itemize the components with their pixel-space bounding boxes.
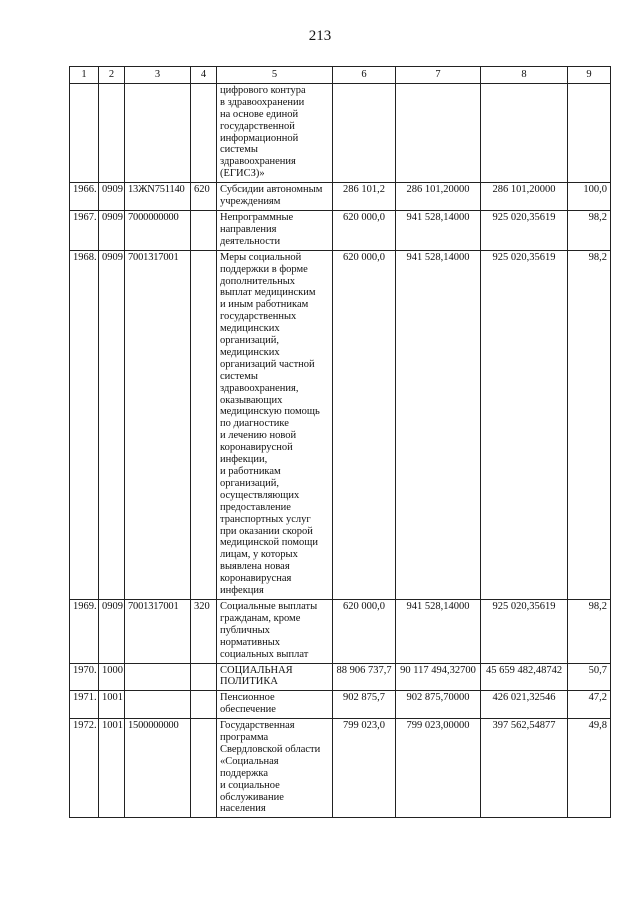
- item-name-line: дополнительных: [220, 275, 296, 287]
- item-name-line: и социальное: [220, 779, 280, 791]
- header-row: [70, 67, 611, 84]
- executed-amount: 925 020,35619: [481, 599, 568, 663]
- row-number: 1968.: [70, 250, 99, 599]
- expense-type-code: 320: [191, 599, 217, 663]
- executed-amount: 286 101,20000: [481, 183, 568, 211]
- item-name-line: выявлена новая: [220, 561, 290, 573]
- item-name: [217, 250, 333, 599]
- section-code: 0909: [99, 250, 125, 599]
- revised-amount: 286 101,20000: [396, 183, 481, 211]
- header-col-8: 8: [481, 67, 568, 84]
- revised-amount: 902 875,70000: [396, 691, 481, 719]
- item-name-line: медицинскую помощь: [220, 406, 320, 418]
- revised-amount: [396, 83, 481, 182]
- revised-amount: 90 117 494,32700: [396, 663, 481, 691]
- item-name-line: организаций частной: [220, 358, 315, 370]
- execution-percent: 49,8: [568, 719, 611, 818]
- table-row: [70, 83, 611, 182]
- item-name-line: медицинских: [220, 346, 280, 358]
- expense-type-code: [191, 719, 217, 818]
- item-name-line: информационной: [220, 132, 299, 144]
- table-row: [70, 210, 611, 250]
- item-name-line: населения: [220, 803, 266, 815]
- item-name-line: поддержки в форме: [220, 263, 308, 275]
- execution-percent: 100,0: [568, 183, 611, 211]
- item-name-line: программа: [220, 732, 269, 744]
- item-name-line: транспортных услуг: [220, 513, 311, 525]
- item-name-line: инфекция: [220, 585, 264, 597]
- revised-amount: 799 023,00000: [396, 719, 481, 818]
- section-code: 1001: [99, 691, 125, 719]
- table-row: [70, 599, 611, 663]
- expense-type-code: [191, 210, 217, 250]
- executed-amount: 397 562,54877: [481, 719, 568, 818]
- article-code: [125, 83, 191, 182]
- item-name-line: здравоохранения,: [220, 382, 299, 394]
- item-name-line: «Социальная: [220, 755, 279, 767]
- item-name-line: на основе единой: [220, 108, 299, 120]
- item-name: [217, 83, 333, 182]
- approved-amount: [333, 83, 396, 182]
- revised-amount: 941 528,14000: [396, 250, 481, 599]
- header-col-9: 9: [568, 67, 611, 84]
- item-name-line: медицинской помощи: [220, 537, 318, 549]
- item-name-line: публичных: [220, 624, 270, 636]
- item-name-line: и иным работникам: [220, 299, 309, 311]
- item-name-line: (ЕГИСЗ)»: [220, 168, 265, 180]
- approved-amount: 620 000,0: [333, 599, 396, 663]
- item-name-line: гражданам, кроме: [220, 612, 301, 624]
- header-col-5: 5: [217, 67, 333, 84]
- revised-amount: 941 528,14000: [396, 210, 481, 250]
- approved-amount: 88 906 737,7: [333, 663, 396, 691]
- item-name-line: осуществляющих: [220, 489, 300, 501]
- table-body: [70, 83, 611, 817]
- item-name-line: Государственная: [220, 720, 295, 732]
- header-col-2: 2: [99, 67, 125, 84]
- execution-percent: 98,2: [568, 250, 611, 599]
- item-name-line: в здравоохранении: [220, 96, 305, 108]
- table-row: [70, 719, 611, 818]
- executed-amount: [481, 83, 568, 182]
- approved-amount: 620 000,0: [333, 250, 396, 599]
- item-name-line: здравоохранения: [220, 156, 296, 168]
- item-name-line: организаций,: [220, 335, 279, 347]
- table-row: [70, 691, 611, 719]
- expense-type-code: [191, 250, 217, 599]
- item-name: [217, 719, 333, 818]
- section-code: 0909: [99, 210, 125, 250]
- article-code: 7000000000: [125, 210, 191, 250]
- execution-percent: 47,2: [568, 691, 611, 719]
- row-number: 1971.: [70, 691, 99, 719]
- execution-percent: 50,7: [568, 663, 611, 691]
- budget-table: [69, 66, 611, 818]
- execution-percent: 98,2: [568, 599, 611, 663]
- item-name-line: нормативных: [220, 636, 281, 648]
- item-name-line: Меры социальной: [220, 251, 302, 263]
- item-name-line: поддержка: [220, 767, 269, 779]
- section-code: 1001: [99, 719, 125, 818]
- approved-amount: 799 023,0: [333, 719, 396, 818]
- row-number: 1972.: [70, 719, 99, 818]
- item-name-line: государственных: [220, 311, 297, 323]
- article-code: 1500000000: [125, 719, 191, 818]
- item-name-line: государственной: [220, 120, 295, 132]
- article-code: [125, 663, 191, 691]
- item-name-line: организаций,: [220, 477, 279, 489]
- table-row: [70, 183, 611, 211]
- executed-amount: 426 021,32546: [481, 691, 568, 719]
- header-col-4: 4: [191, 67, 217, 84]
- item-name-line: цифрового контура: [220, 84, 306, 96]
- item-name-line: по диагностике: [220, 418, 289, 430]
- item-name-line: медицинских: [220, 323, 280, 335]
- header-col-6: 6: [333, 67, 396, 84]
- item-name-line: выплат медицинским: [220, 287, 316, 299]
- header-col-7: 7: [396, 67, 481, 84]
- item-name-line: оказывающих: [220, 394, 283, 406]
- item-name-line: и работникам: [220, 466, 281, 477]
- item-name-line: обслуживание: [220, 791, 284, 803]
- approved-amount: 286 101,2: [333, 183, 396, 211]
- item-name: [217, 183, 333, 211]
- executed-amount: 45 659 482,48742: [481, 663, 568, 691]
- row-number: 1967.: [70, 210, 99, 250]
- item-name-line: при оказании скорой: [220, 525, 313, 537]
- row-number: 1966.: [70, 183, 99, 211]
- item-name-line: социальных выплат: [220, 648, 309, 660]
- expense-type-code: [191, 691, 217, 719]
- expense-type-code: [191, 83, 217, 182]
- section-code: 0909: [99, 183, 125, 211]
- expense-type-code: 620: [191, 183, 217, 211]
- item-name-line: лицам, у которых: [220, 549, 298, 561]
- item-name-line: деятельности: [220, 235, 281, 247]
- item-name-line: СОЦИАЛЬНАЯ: [220, 664, 293, 676]
- header-col-1: 1: [70, 67, 99, 84]
- section-code: [99, 83, 125, 182]
- item-name-line: Социальные выплаты: [220, 600, 318, 612]
- expense-type-code: [191, 663, 217, 691]
- executed-amount: 925 020,35619: [481, 250, 568, 599]
- header-col-3: 3: [125, 67, 191, 84]
- revised-amount: 941 528,14000: [396, 599, 481, 663]
- item-name-line: коронавирусная: [220, 573, 292, 585]
- item-name-line: и лечению новой: [220, 430, 297, 442]
- item-name-line: Пенсионное: [220, 692, 275, 704]
- item-name-line: коронавирусной: [220, 442, 293, 454]
- article-code: [125, 691, 191, 719]
- article-code: 7001317001: [125, 250, 191, 599]
- row-number: 1969.: [70, 599, 99, 663]
- item-name-line: направления: [220, 223, 277, 235]
- item-name-line: обеспечение: [220, 704, 276, 716]
- item-name: [217, 663, 333, 691]
- page-number: 213: [308, 28, 332, 44]
- executed-amount: 925 020,35619: [481, 210, 568, 250]
- table-row: [70, 663, 611, 691]
- item-name: [217, 210, 333, 250]
- item-name-line: системы: [220, 370, 258, 382]
- item-name-line: Непрограммные: [220, 211, 294, 223]
- item-name-line: ПОЛИТИКА: [220, 676, 278, 688]
- section-code: 0909: [99, 599, 125, 663]
- item-name-line: учреждениям: [220, 196, 281, 208]
- execution-percent: 98,2: [568, 210, 611, 250]
- item-name-line: Свердловской области: [220, 743, 321, 755]
- row-number: 1970.: [70, 663, 99, 691]
- approved-amount: 902 875,7: [333, 691, 396, 719]
- row-number: [70, 83, 99, 182]
- article-code: 13ЖN751140: [125, 183, 191, 211]
- article-code: 7001317001: [125, 599, 191, 663]
- item-name: [217, 691, 333, 719]
- section-code: 1000: [99, 663, 125, 691]
- execution-percent: [568, 83, 611, 182]
- item-name-line: Субсидии автономным: [220, 184, 323, 196]
- item-name: [217, 599, 333, 663]
- item-name-line: системы: [220, 144, 258, 156]
- approved-amount: 620 000,0: [333, 210, 396, 250]
- item-name-line: предоставление: [220, 501, 291, 513]
- item-name-line: инфекции,: [220, 454, 268, 466]
- table-row: [70, 250, 611, 599]
